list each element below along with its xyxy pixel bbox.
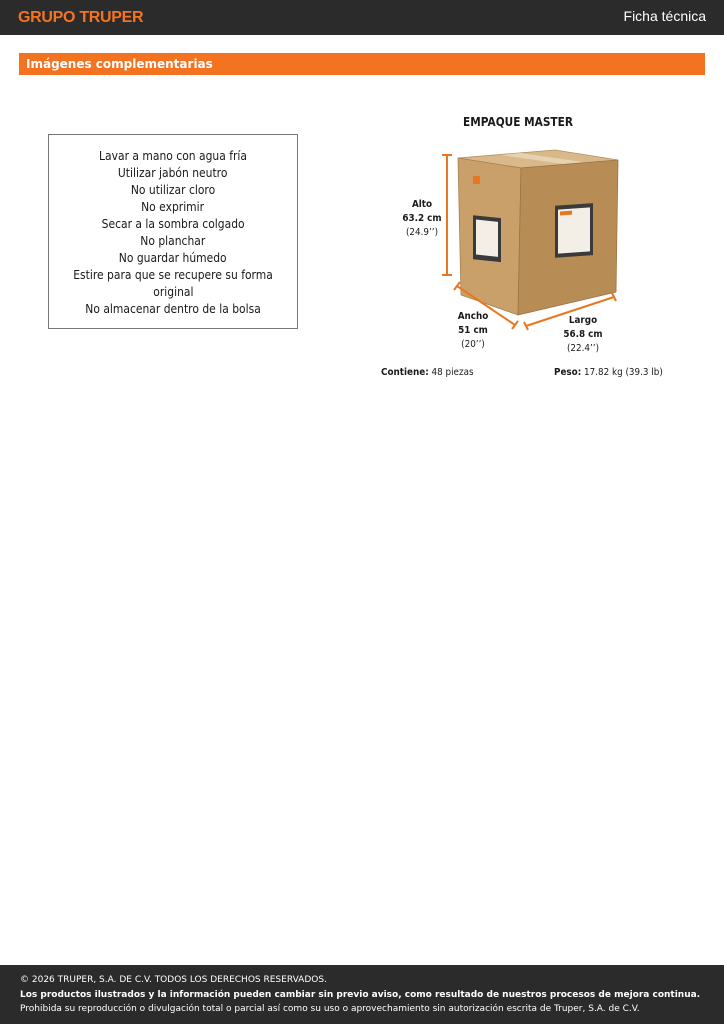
height-label: Alto (411, 199, 433, 210)
care-instruction: original (152, 283, 194, 299)
care-instruction: No utilizar cloro (130, 181, 216, 197)
width-imperial: (20’’) (461, 339, 485, 350)
package-weight (554, 367, 663, 378)
footer-legal: Prohibida su reproducción o divulgación total o parcial así como su uso o aprovechamiento sin autorización escrita de Truper, S.A. de C.V. (20, 1004, 640, 1014)
weight-label: Peso: (554, 367, 582, 378)
contents-label: Contiene: (381, 367, 429, 378)
package-title: EMPAQUE MASTER (463, 115, 573, 129)
care-instruction: Utilizar jabón neutro (118, 164, 228, 180)
footer-notice: Los productos ilustrados y la información pueden cambiar sin previo aviso, como resultado de nuestros procesos de mejora continua. (20, 990, 701, 1000)
section-header (19, 53, 705, 75)
document-type-label: Ficha técnica (623, 8, 706, 24)
contents-value: 48 piezas (431, 367, 474, 378)
care-instruction: Secar a la sombra colgado (101, 215, 245, 231)
care-instruction: No planchar (140, 232, 206, 248)
length-dimension (552, 314, 614, 356)
care-instruction: Lavar a mano con agua fría (99, 147, 247, 163)
footer (0, 965, 724, 1024)
footer-copyright: © 2026 TRUPER, S.A. DE C.V. TODOS LOS DERECHOS RESERVADOS. (20, 975, 327, 985)
header-bar (0, 0, 724, 35)
width-metric: 51 cm (458, 325, 488, 336)
care-instruction: No guardar húmedo (119, 249, 227, 265)
care-instruction: Estire para que se recupere su forma (73, 266, 273, 282)
care-instruction: No almacenar dentro de la bolsa (85, 300, 261, 316)
weight-value: 17.82 kg (39.3 lb) (584, 367, 663, 378)
care-instructions-box (48, 134, 298, 329)
width-dimension (447, 310, 499, 352)
package-contents (381, 367, 474, 378)
length-metric: 56.8 cm (563, 329, 603, 340)
length-label: Largo (568, 315, 598, 326)
care-instruction: No exprimir (141, 198, 205, 214)
width-label: Ancho (457, 311, 489, 322)
length-imperial: (22.4’’) (566, 343, 600, 354)
brand-logo[interactable]: GRUPO TRUPER (18, 9, 144, 26)
height-imperial: (24.9’’) (405, 227, 439, 238)
height-metric: 63.2 cm (402, 213, 442, 224)
height-dimension (396, 198, 448, 240)
section-title: Imágenes complementarias (26, 57, 213, 71)
